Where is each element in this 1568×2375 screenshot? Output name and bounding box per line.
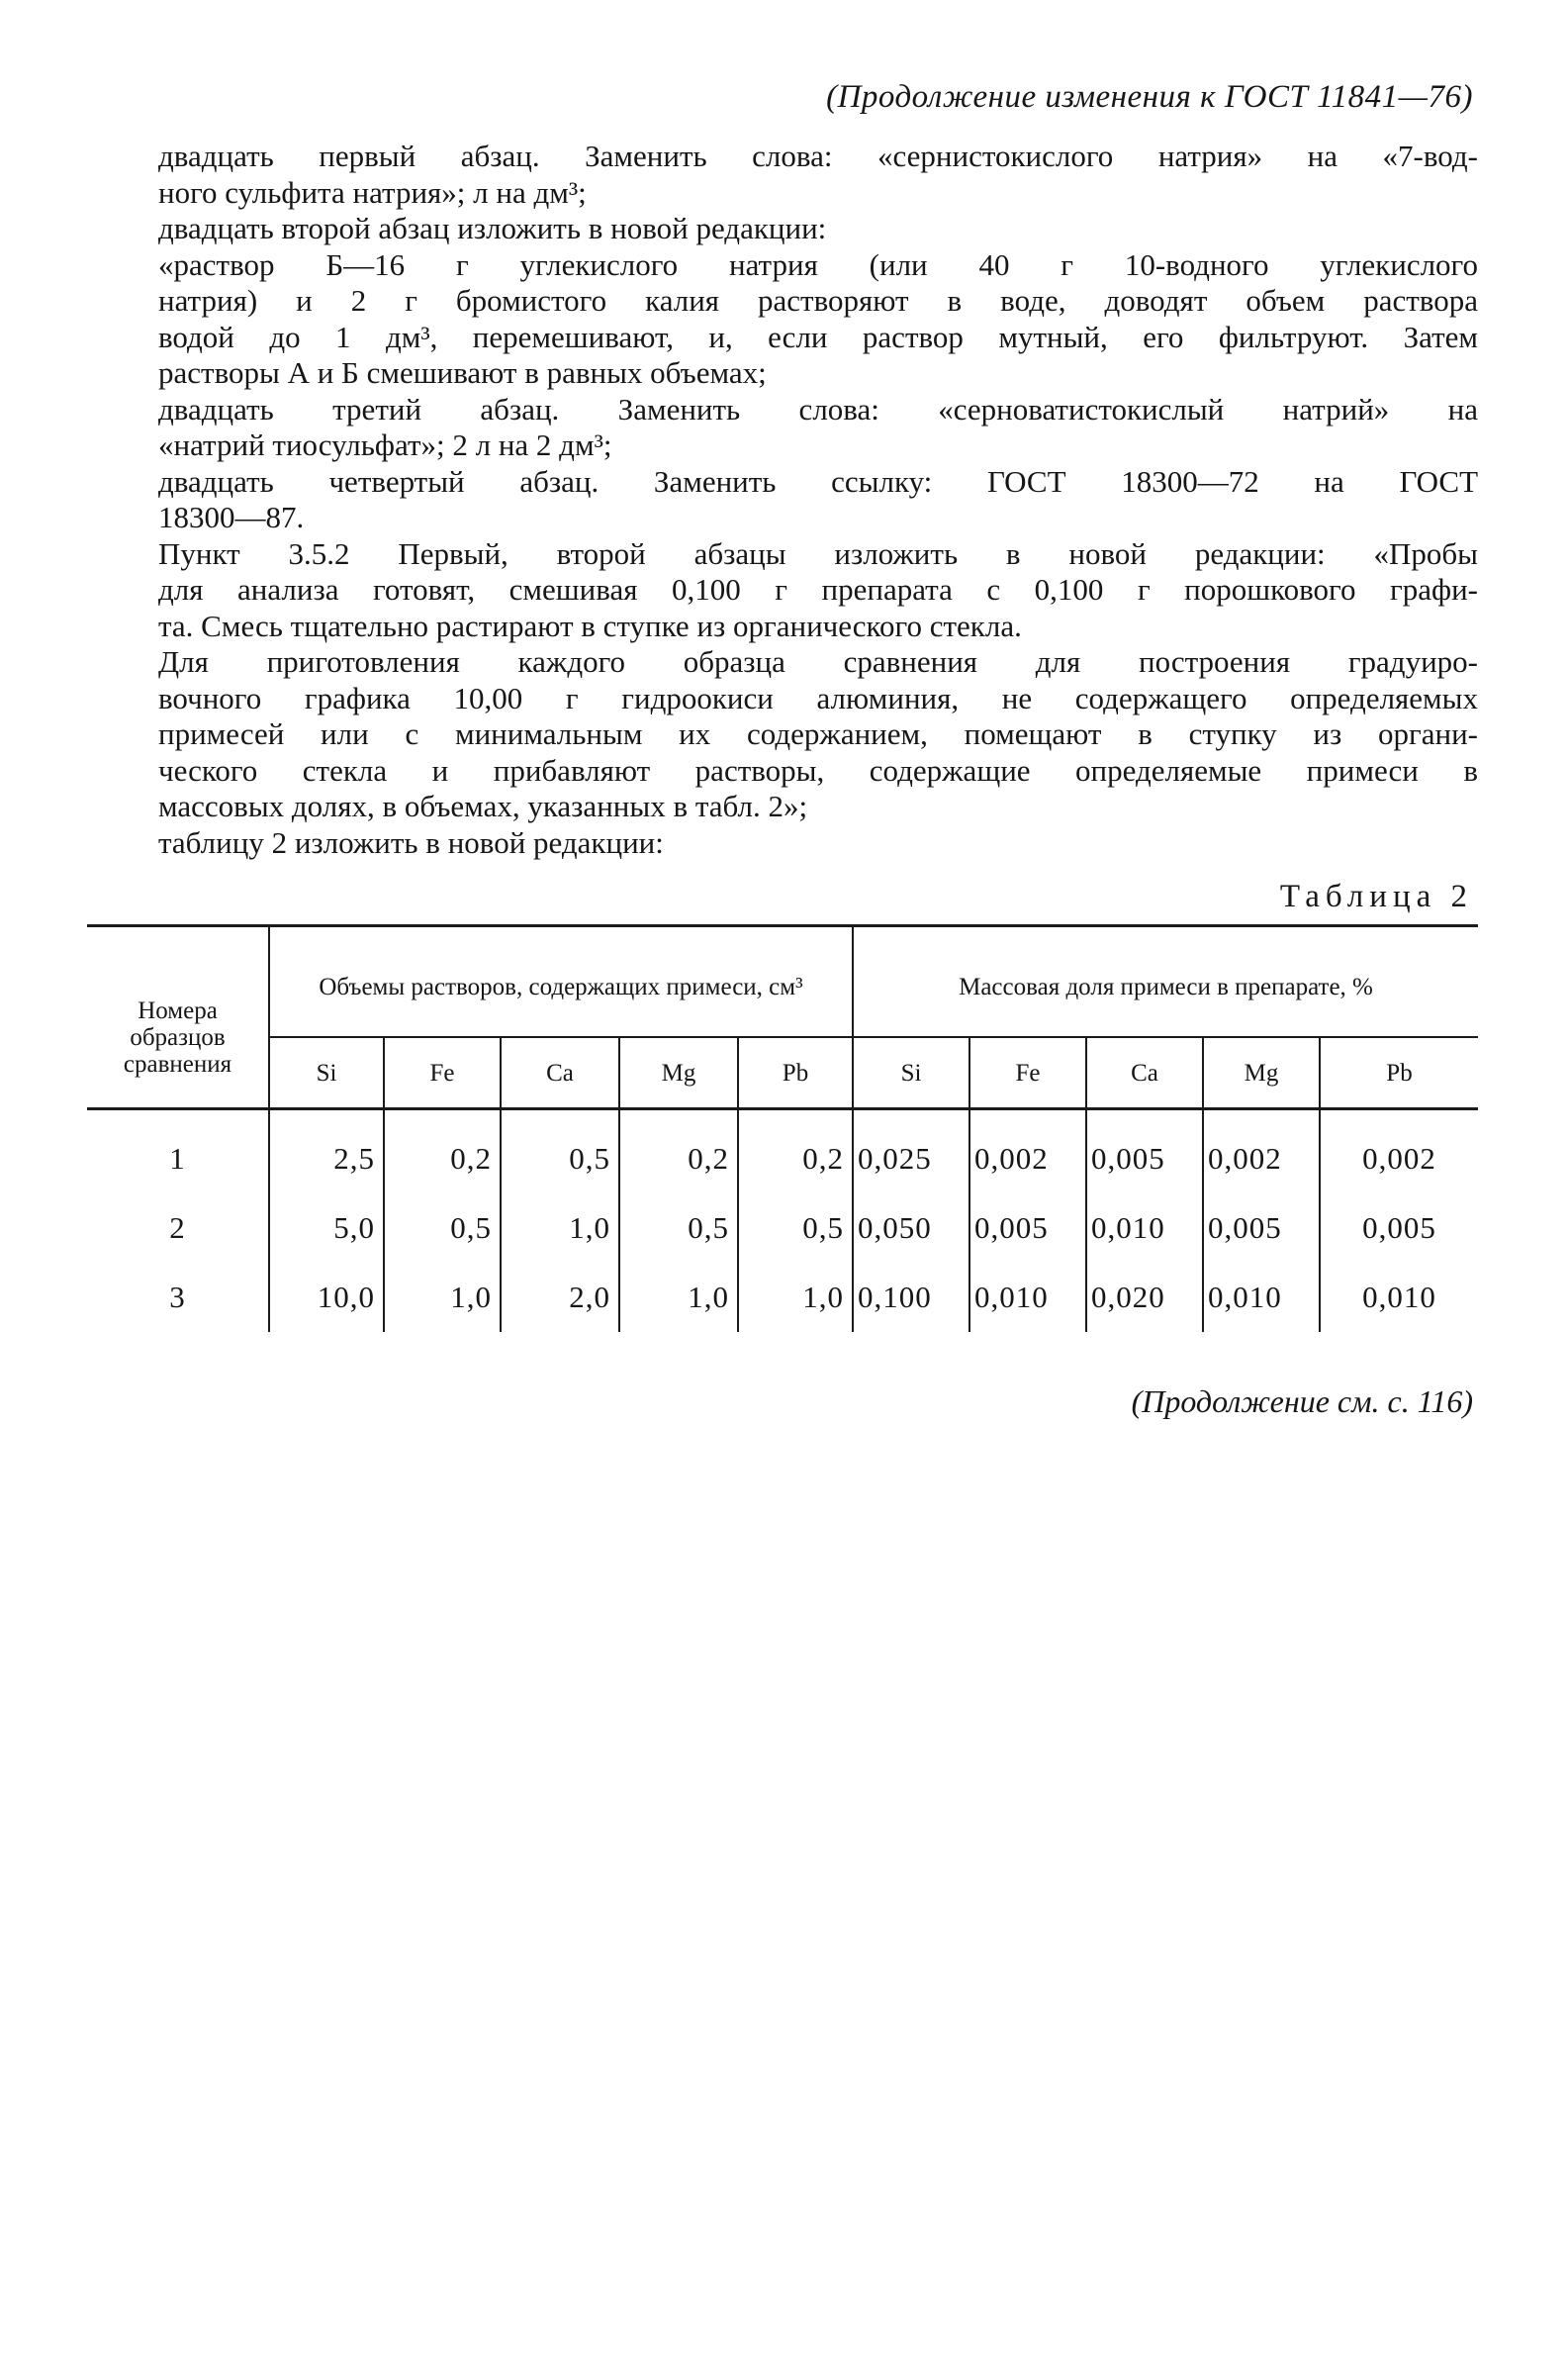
volumes-group-header-text: Объемы растворов, содержащих примеси, см³ [319,973,803,1000]
mass-col-header: Pb [1320,1037,1478,1109]
mass-cell: 0,010 [1086,1193,1203,1263]
running-head: (Продолжение изменения к ГОСТ 11841—76) [826,79,1473,115]
text-line: растворы А и Б смешивают в равных объемах; [158,355,767,390]
volume-col-header: Si [269,1037,384,1109]
text-line: двадцать первый абзац. Заменить слова: «сернистокислого натрия» на «7-вод- [158,139,1478,173]
body-text [158,139,1478,861]
sample-number-header-text: Номера образцов сравнения [123,997,232,1078]
sample-number-cell: 1 [169,1141,186,1176]
mass-cell: 0,010 [1203,1263,1320,1332]
volume-col-header: Ca [501,1037,619,1109]
mass-cell: 0,050 [853,1193,969,1263]
mass-cell: 0,100 [853,1263,969,1332]
element-header-row [87,1037,1478,1109]
text-line: натрия) и 2 г бромистого калия растворяют в воде, доводят объем раствора [158,283,1478,318]
mass-cell: 0,020 [1086,1263,1203,1332]
mass-cell: 0,005 [969,1193,1086,1263]
continuation-note: (Продолжение см. с. 116) [1131,1383,1473,1419]
text-line: вочного графика 10,00 г гидроокиси алюминия, не содержащего определяемых [158,680,1478,715]
mass-cell: 0,002 [969,1109,1086,1194]
sample-number-cell: 2 [169,1210,186,1245]
volume-col-header: Mg [619,1037,738,1109]
table-row [87,1109,1478,1194]
data-table [87,924,1478,1332]
table-row [87,1193,1478,1263]
mass-cell: 0,002 [1203,1109,1320,1194]
text-line: массовых долях, в объемах, указанных в табл. 2»; [158,789,808,823]
mass-col-header: Fe [969,1037,1086,1109]
volume-cell: 1,0 [738,1263,853,1332]
volume-cell: 5,0 [269,1193,384,1263]
volume-cell: 2,0 [501,1263,619,1332]
mass-group-header-text: Массовая доля примеси в препарате, % [959,973,1373,1000]
mass-col-header: Ca [1086,1037,1203,1109]
text-line: двадцать третий абзац. Заменить слова: «серноватистокислый натрий» на [158,391,1478,427]
text-line: двадцать четвертый абзац. Заменить ссылку: ГОСТ 18300—72 на ГОСТ [158,463,1478,499]
text-line: таблицу 2 изложить в новой редакции: [158,824,664,860]
mass-cell: 0,005 [1320,1193,1478,1263]
text-line: двадцать второй абзац изложить в новой редакции: [158,211,827,245]
table-body [87,1109,1478,1333]
mass-cell: 0,005 [1086,1109,1203,1194]
volume-cell: 0,5 [384,1193,501,1263]
volume-cell: 0,2 [384,1109,501,1194]
volume-col-header: Fe [384,1037,501,1109]
text-line: «натрий тиосульфат»; 2 л на 2 дм³; [158,428,612,462]
text-line: 18300—87. [158,500,305,534]
text-line: для анализа готовят, смешивая 0,100 г препарата с 0,100 г порошкового графи- [158,572,1478,607]
table-head [87,926,1478,1109]
volume-cell: 0,5 [619,1193,738,1263]
volume-cell: 2,5 [269,1109,384,1194]
mass-cell: 0,010 [969,1263,1086,1332]
text-line: ческого стекла и прибавляют растворы, содержащие определяемые примеси в [158,752,1478,788]
table-caption: Таблица 2 [1279,879,1473,914]
mass-cell: 0,002 [1320,1109,1478,1194]
volume-cell: 0,2 [619,1109,738,1194]
volume-cell: 0,5 [501,1109,619,1194]
volume-cell: 1,0 [501,1193,619,1263]
volume-cell: 0,2 [738,1109,853,1194]
table-row [87,1263,1478,1332]
text-line: «раствор Б—16 г углекислого натрия (или 40 г 10-водного углекислого [158,246,1478,282]
text-line: примесей или с минимальным их содержанием, помещают в ступку из органи- [158,716,1478,751]
volume-col-header: Pb [738,1037,853,1109]
text-line: ного сульфита натрия»; л на дм³; [158,174,587,210]
mass-cell: 0,005 [1203,1193,1320,1263]
text-line: Для приготовления каждого образца сравнения для построения градуиро- [158,644,1478,679]
text-line: водой до 1 дм³, перемешивают, и, если раствор мутный, его фильтруют. Затем [158,319,1478,354]
text-line: Пункт 3.5.2 Первый, второй абзацы изложить в новой редакции: «Пробы [158,535,1478,571]
mass-group-header [853,926,1478,1038]
mass-cell: 0,025 [853,1109,969,1194]
mass-col-header: Mg [1203,1037,1320,1109]
sample-number-header [87,926,269,1109]
volume-cell: 1,0 [384,1263,501,1332]
volumes-group-header [269,926,853,1038]
mass-col-header: Si [853,1037,969,1109]
mass-cell: 0,010 [1320,1263,1478,1332]
volume-cell: 0,5 [738,1193,853,1263]
volume-cell: 10,0 [269,1263,384,1332]
text-line: та. Смесь тщательно растирают в ступке из органического стекла. [158,608,1022,643]
volume-cell: 1,0 [619,1263,738,1332]
sample-number-cell: 3 [169,1280,186,1314]
